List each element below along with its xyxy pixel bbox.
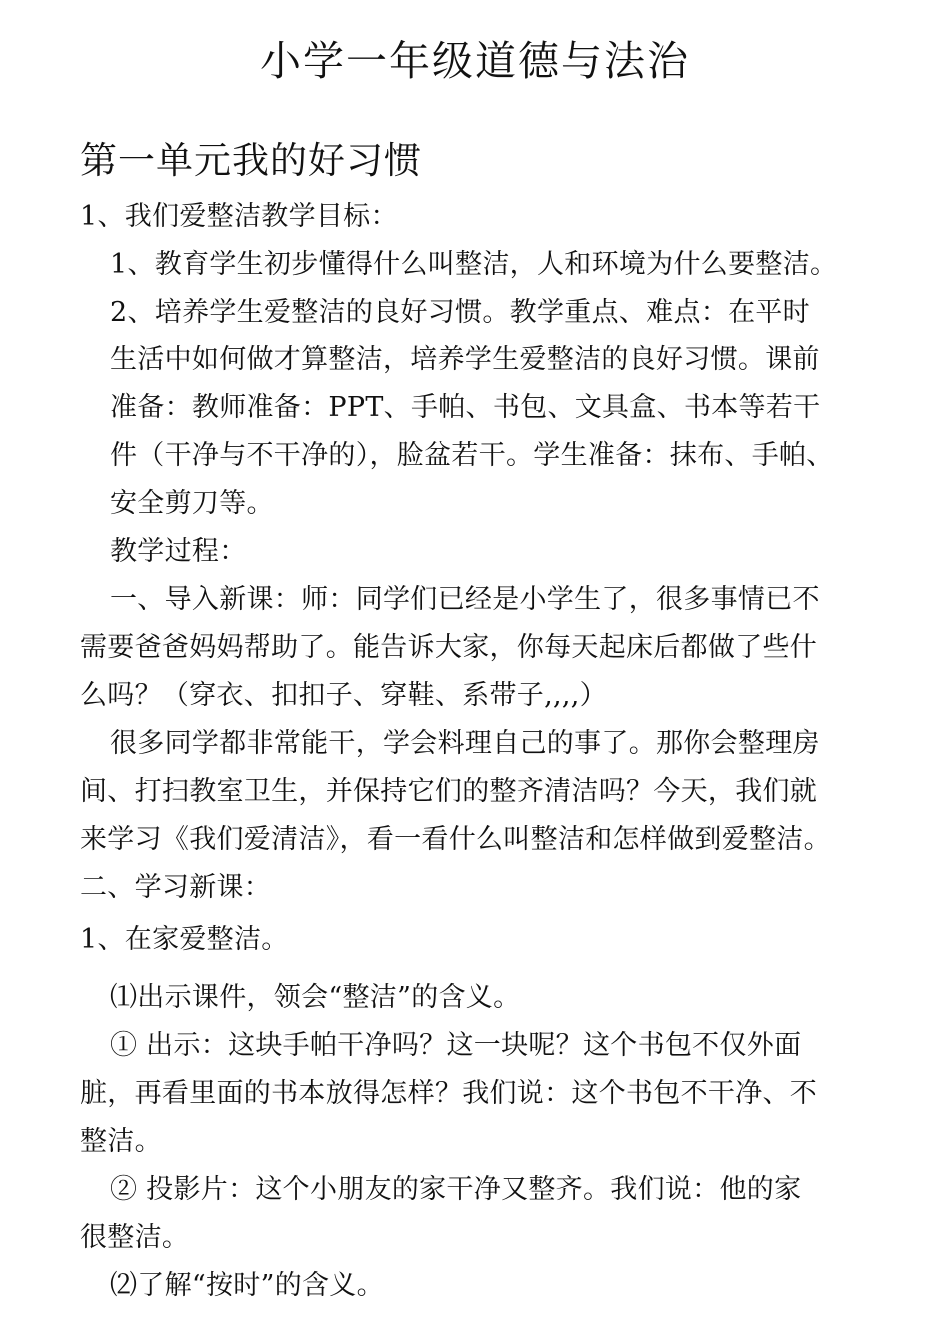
objective-line: 1、教育学生初步懂得什么叫整洁，人和环境为什么要整洁。 [110,249,838,280]
subsection-label: 1、在家爱整洁。 [80,924,289,955]
objective-line: 生活中如何做才算整洁，培养学生爱整洁的良好习惯。课前 [110,344,820,375]
body-line: 需要爸爸妈妈帮助了。能告诉大家，你每天起床后都做了些什 [80,632,818,663]
unit-heading: 第一单元我的好习惯 [80,139,422,182]
section-label: 教学过程： [110,536,247,567]
section-label: 二、学习新课： [80,872,272,903]
body-line: 很整洁。 [80,1222,190,1253]
objective-line: 2、培养学生爱整洁的良好习惯。教学重点、难点：在平时 [110,297,810,328]
body-line: 整洁。 [80,1126,162,1157]
body-line: ② 投影片：这个小朋友的家干净又整齐。我们说：他的家 [110,1174,802,1205]
body-line: ① 出示：这块手帕干净吗？这一块呢？这个书包不仅外面 [110,1030,802,1061]
body-line: ⑴出示课件，领会“整洁”的含义。 [110,982,521,1013]
body-line: 一、导入新课：师：同学们已经是小学生了，很多事情已不 [110,584,820,615]
objective-line: 件（干净与不干净的），脸盆若干。学生准备：抹布、手帕、 [110,440,834,471]
body-line: 间、打扫教室卫生，并保持它们的整齐清洁吗？今天，我们就 [80,776,818,807]
document-title: 小学一年级道德与法治 [260,37,690,85]
lesson-heading: 1、我们爱整洁教学目标： [80,201,398,232]
objective-line: 准备：教师准备：PPT、手帕、书包、文具盒、书本等若干 [110,392,821,423]
body-line: ⑵了解“按时”的含义。 [110,1270,384,1301]
objective-line: 安全剪刀等。 [110,488,274,519]
body-line: 很多同学都非常能干，学会料理自己的事了。那你会整理房 [110,728,820,759]
body-line: 脏，再看里面的书本放得怎样？我们说：这个书包不干净、不 [80,1078,818,1109]
body-line: 么吗？（穿衣、扣扣子、穿鞋、系带子,,,,） [80,680,607,711]
body-line: 来学习《我们爱清洁》，看一看什么叫整洁和怎样做到爱整洁。 [80,824,831,855]
